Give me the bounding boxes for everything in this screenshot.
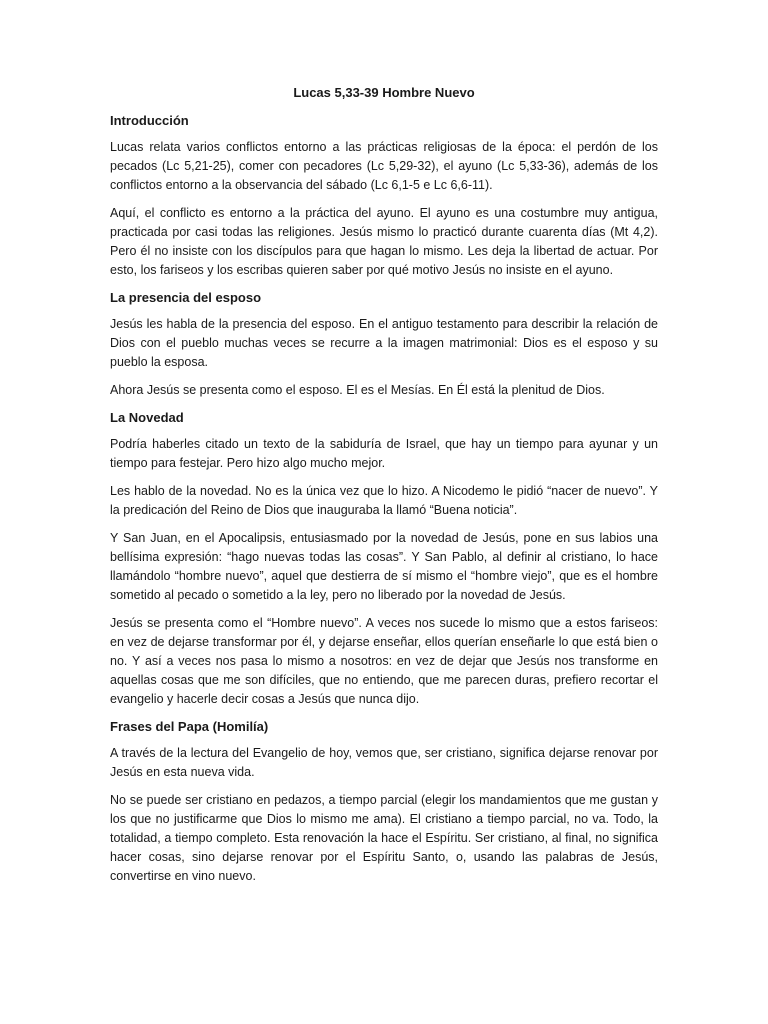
section-presencia-esposo — [110, 289, 658, 400]
paragraph: Jesús les habla de la presencia del esposo. En el antiguo testamento para describir la relación de Dios con el pueblo muchas veces se recurre a la imagen matrimonial: Dios es el esposo y su pueblo la esposa. — [110, 317, 658, 369]
document-title: Lucas 5,33-39 Hombre Nuevo — [293, 85, 475, 100]
paragraph: A través de la lectura del Evangelio de hoy, vemos que, ser cristiano, significa dejarse renovar por Jesús en esta nueva vida. — [110, 746, 658, 779]
document-page — [110, 84, 658, 895]
paragraph: Podría haberles citado un texto de la sabiduría de Israel, que hay un tiempo para ayunar y un tiempo para festejar. Pero hizo algo mucho mejor. — [110, 437, 658, 470]
paragraph: Ahora Jesús se presenta como el esposo. El es el Mesías. En Él está la plenitud de Dios. — [110, 383, 605, 397]
section-heading: Introducción — [110, 113, 189, 128]
section-heading: La presencia del esposo — [110, 290, 262, 305]
paragraph: Les hablo de la novedad. No es la única vez que lo hizo. A Nicodemo le pidió “nacer de nuevo”. Y la predicación del Reino de Dios que inauguraba la llamó “Buena noticia”. — [110, 484, 658, 517]
section-heading: Frases del Papa (Homilía) — [110, 719, 269, 734]
paragraph: Lucas relata varios conflictos entorno a las prácticas religiosas de la época: el perdón de los pecados (Lc 5,21-25), comer con pecadores (Lc 5,29-32), el ayuno (Lc 5,33-36), además de los conflictos entorno a la observancia del sábado (Lc 6,1-5 e Lc 6,6-11). — [110, 140, 658, 192]
paragraph: Jesús se presenta como el “Hombre nuevo”. A veces nos sucede lo mismo que a estos fariseos: en vez de dejarse transformar por él, y dejarse enseñar, ellos querían enseñarle lo que está bien o no. Y así a veces nos pasa lo mismo a nosotros: en vez de dejar que Jesús nos transforme en aquellas cosas que me son difíciles, que no entiendo, que me parecen duras, prefiero recortar el evangelio y hacerle decir cosas a Jesús que nunca dijo. — [110, 616, 658, 706]
section-heading: La Novedad — [110, 410, 184, 425]
paragraph: Aquí, el conflicto es entorno a la práctica del ayuno. El ayuno es una costumbre muy antigua, practicada por casi todas las religiones. Jesús mismo lo practicó durante cuarenta días (Mt 4,2). Pero él no insiste con los discípulos para que hagan lo mismo. Les deja la libertad de actuar. Por esto, los fariseos y los escribas quieren saber por qué motivo Jesús no insiste en el ayuno. — [110, 206, 658, 277]
section-introduccion — [110, 112, 658, 280]
paragraph: Y San Juan, en el Apocalipsis, entusiasmado por la novedad de Jesús, pone en sus labios una bellísima expresión: “hago nuevas todas las cosas”. Y San Pablo, al definir al cristiano, lo hace llamándolo “hombre nuevo”, aquel que destierra de sí mismo el “hombre viejo”, que es el hombre sometido al pecado o sometido a la ley, pero no liberado por la novedad de Jesús. — [110, 531, 658, 602]
section-frases-papa — [110, 718, 658, 886]
paragraph: No se puede ser cristiano en pedazos, a tiempo parcial (elegir los mandamientos que me gustan y los que no justificarme que Dios lo mismo me ama). El cristiano a tiempo parcial, no va. Todo, la totalidad, a tiempo completo. Esta renovación la hace el Espíritu. Ser cristiano, al final, no significa hacer cosas, sino dejarse renovar por el Espíritu Santo, o, usando las palabras de Jesús, convertirse en vino nuevo. — [110, 793, 658, 883]
section-novedad — [110, 409, 658, 709]
